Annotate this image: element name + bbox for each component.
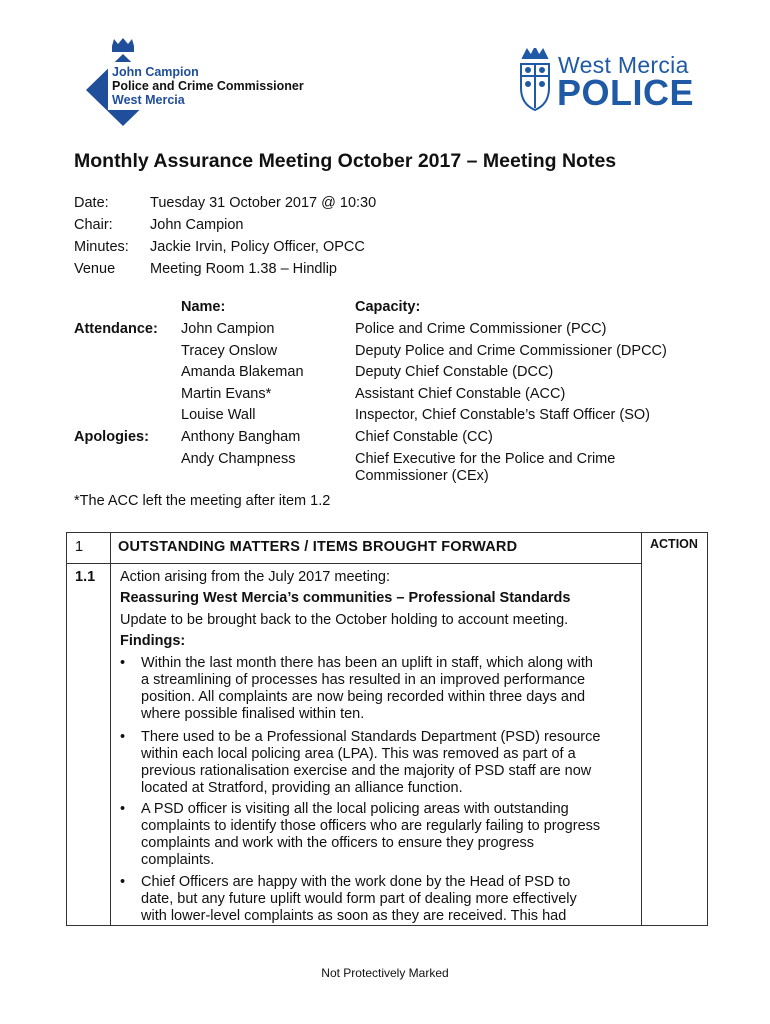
meta-label: Minutes: [74,239,129,255]
agenda-table [66,532,708,926]
item-subheading: Reassuring West Mercia’s communities – Professional Standards [120,590,571,606]
bullet-icon: • [120,874,126,890]
bullet-line: located at Stratford, providing an alliance function. [141,780,463,796]
attendee-capacity: Deputy Chief Constable (DCC) [355,364,554,380]
pcc-logo-text [112,65,304,107]
capacity-header: Capacity: [355,299,421,315]
finding-bullet [120,801,640,871]
police-crest-icon [515,48,555,112]
apology-capacity: Chief Executive for the Police and Crime [355,451,616,467]
bullet-line: Within the last month there has been an uplift in staff, which along with [141,655,593,671]
attendee-name: Louise Wall [181,407,256,423]
bullet-line: previous rationalisation exercise and the majority of PSD staff are now [141,763,592,779]
bullet-line: complaints and work with the officers to ensure they progress [141,835,535,851]
apology-capacity-cont: Commissioner (CEx) [355,468,489,484]
meta-value: John Campion [150,217,244,233]
findings-label: Findings: [120,633,186,649]
meta-label: Venue [74,261,116,277]
apology-name: Andy Champness [181,451,296,467]
attendee-name: Amanda Blakeman [181,364,304,380]
attendee-capacity: Inspector, Chief Constable’s Staff Officer (SO) [355,407,650,423]
bullet-line: There used to be a Professional Standards Department (PSD) resource [141,729,601,745]
pcc-logo-line3: West Mercia [112,93,185,107]
meta-label: Chair: [74,217,113,233]
attendee-name: Martin Evans* [181,386,272,402]
bullet-line: where possible finalised within ten. [141,706,365,722]
acc-note: *The ACC left the meeting after item 1.2 [74,493,331,509]
name-header: Name: [181,299,226,315]
finding-bullet [120,874,640,926]
bullet-line: Chief Officers are happy with the work done by the Head of PSD to [141,874,571,890]
column-divider [110,533,111,925]
bullet-line: a streamlining of processes has resulted in an improved performance [141,672,586,688]
column-divider [641,533,642,925]
bullet-line: complaints. [141,852,215,868]
section-title: OUTSTANDING MATTERS / ITEMS BROUGHT FORWARD [118,539,518,555]
meta-value: Jackie Irvin, Policy Officer, OPCC [150,239,365,255]
section-number: 1 [75,539,84,555]
finding-bullet [120,655,640,725]
bullet-line: within each local policing area (LPA). This was removed as part of a [141,746,576,762]
meta-label: Date: [74,195,109,211]
pcc-logo-line2: Police and Crime Commissioner [112,79,304,93]
apologies-label: Apologies: [74,429,149,445]
bullet-line: position. All complaints are now being recorded within three days and [141,689,586,705]
bullet-line: date, but any future uplift would form part of dealing more effectively [141,891,577,907]
item-number: 1.1 [75,569,96,585]
attendance-label: Attendance: [74,321,158,337]
attendee-capacity: Police and Crime Commissioner (PCC) [355,321,607,337]
police-logo-top: West Mercia [558,52,689,78]
bullet-icon: • [120,729,126,745]
attendee-name: Tracey Onslow [181,343,278,359]
item-update: Update to be brought back to the October holding to account meeting. [120,612,569,628]
bullet-line: complaints to identify those officers who are regularly failing to progress [141,818,601,834]
police-logo-bottom: POLICE [557,72,695,113]
bullet-icon: • [120,801,126,817]
meta-value: Tuesday 31 October 2017 @ 10:30 [150,195,377,211]
page-title: Monthly Assurance Meeting October 2017 – Meeting Notes [74,150,617,172]
item-intro: Action arising from the July 2017 meeting: [120,569,390,585]
action-header: ACTION [650,537,698,551]
apology-name: Anthony Bangham [181,429,301,445]
attendee-name: John Campion [181,321,275,337]
bullet-icon: • [120,655,126,671]
pcc-logo-line1: John Campion [112,65,199,79]
row-divider [67,563,641,564]
bullet-line: with lower-level complaints as soon as they are received. This had [141,908,567,924]
bullet-line: A PSD officer is visiting all the local policing areas with outstanding [141,801,569,817]
finding-bullet [120,729,640,799]
attendee-capacity: Deputy Police and Crime Commissioner (DPCC) [355,343,667,359]
attendee-capacity: Assistant Chief Constable (ACC) [355,386,566,402]
page-footer: Not Protectively Marked [321,966,449,980]
meta-value: Meeting Room 1.38 – Hindlip [150,261,337,277]
apology-capacity: Chief Constable (CC) [355,429,493,445]
